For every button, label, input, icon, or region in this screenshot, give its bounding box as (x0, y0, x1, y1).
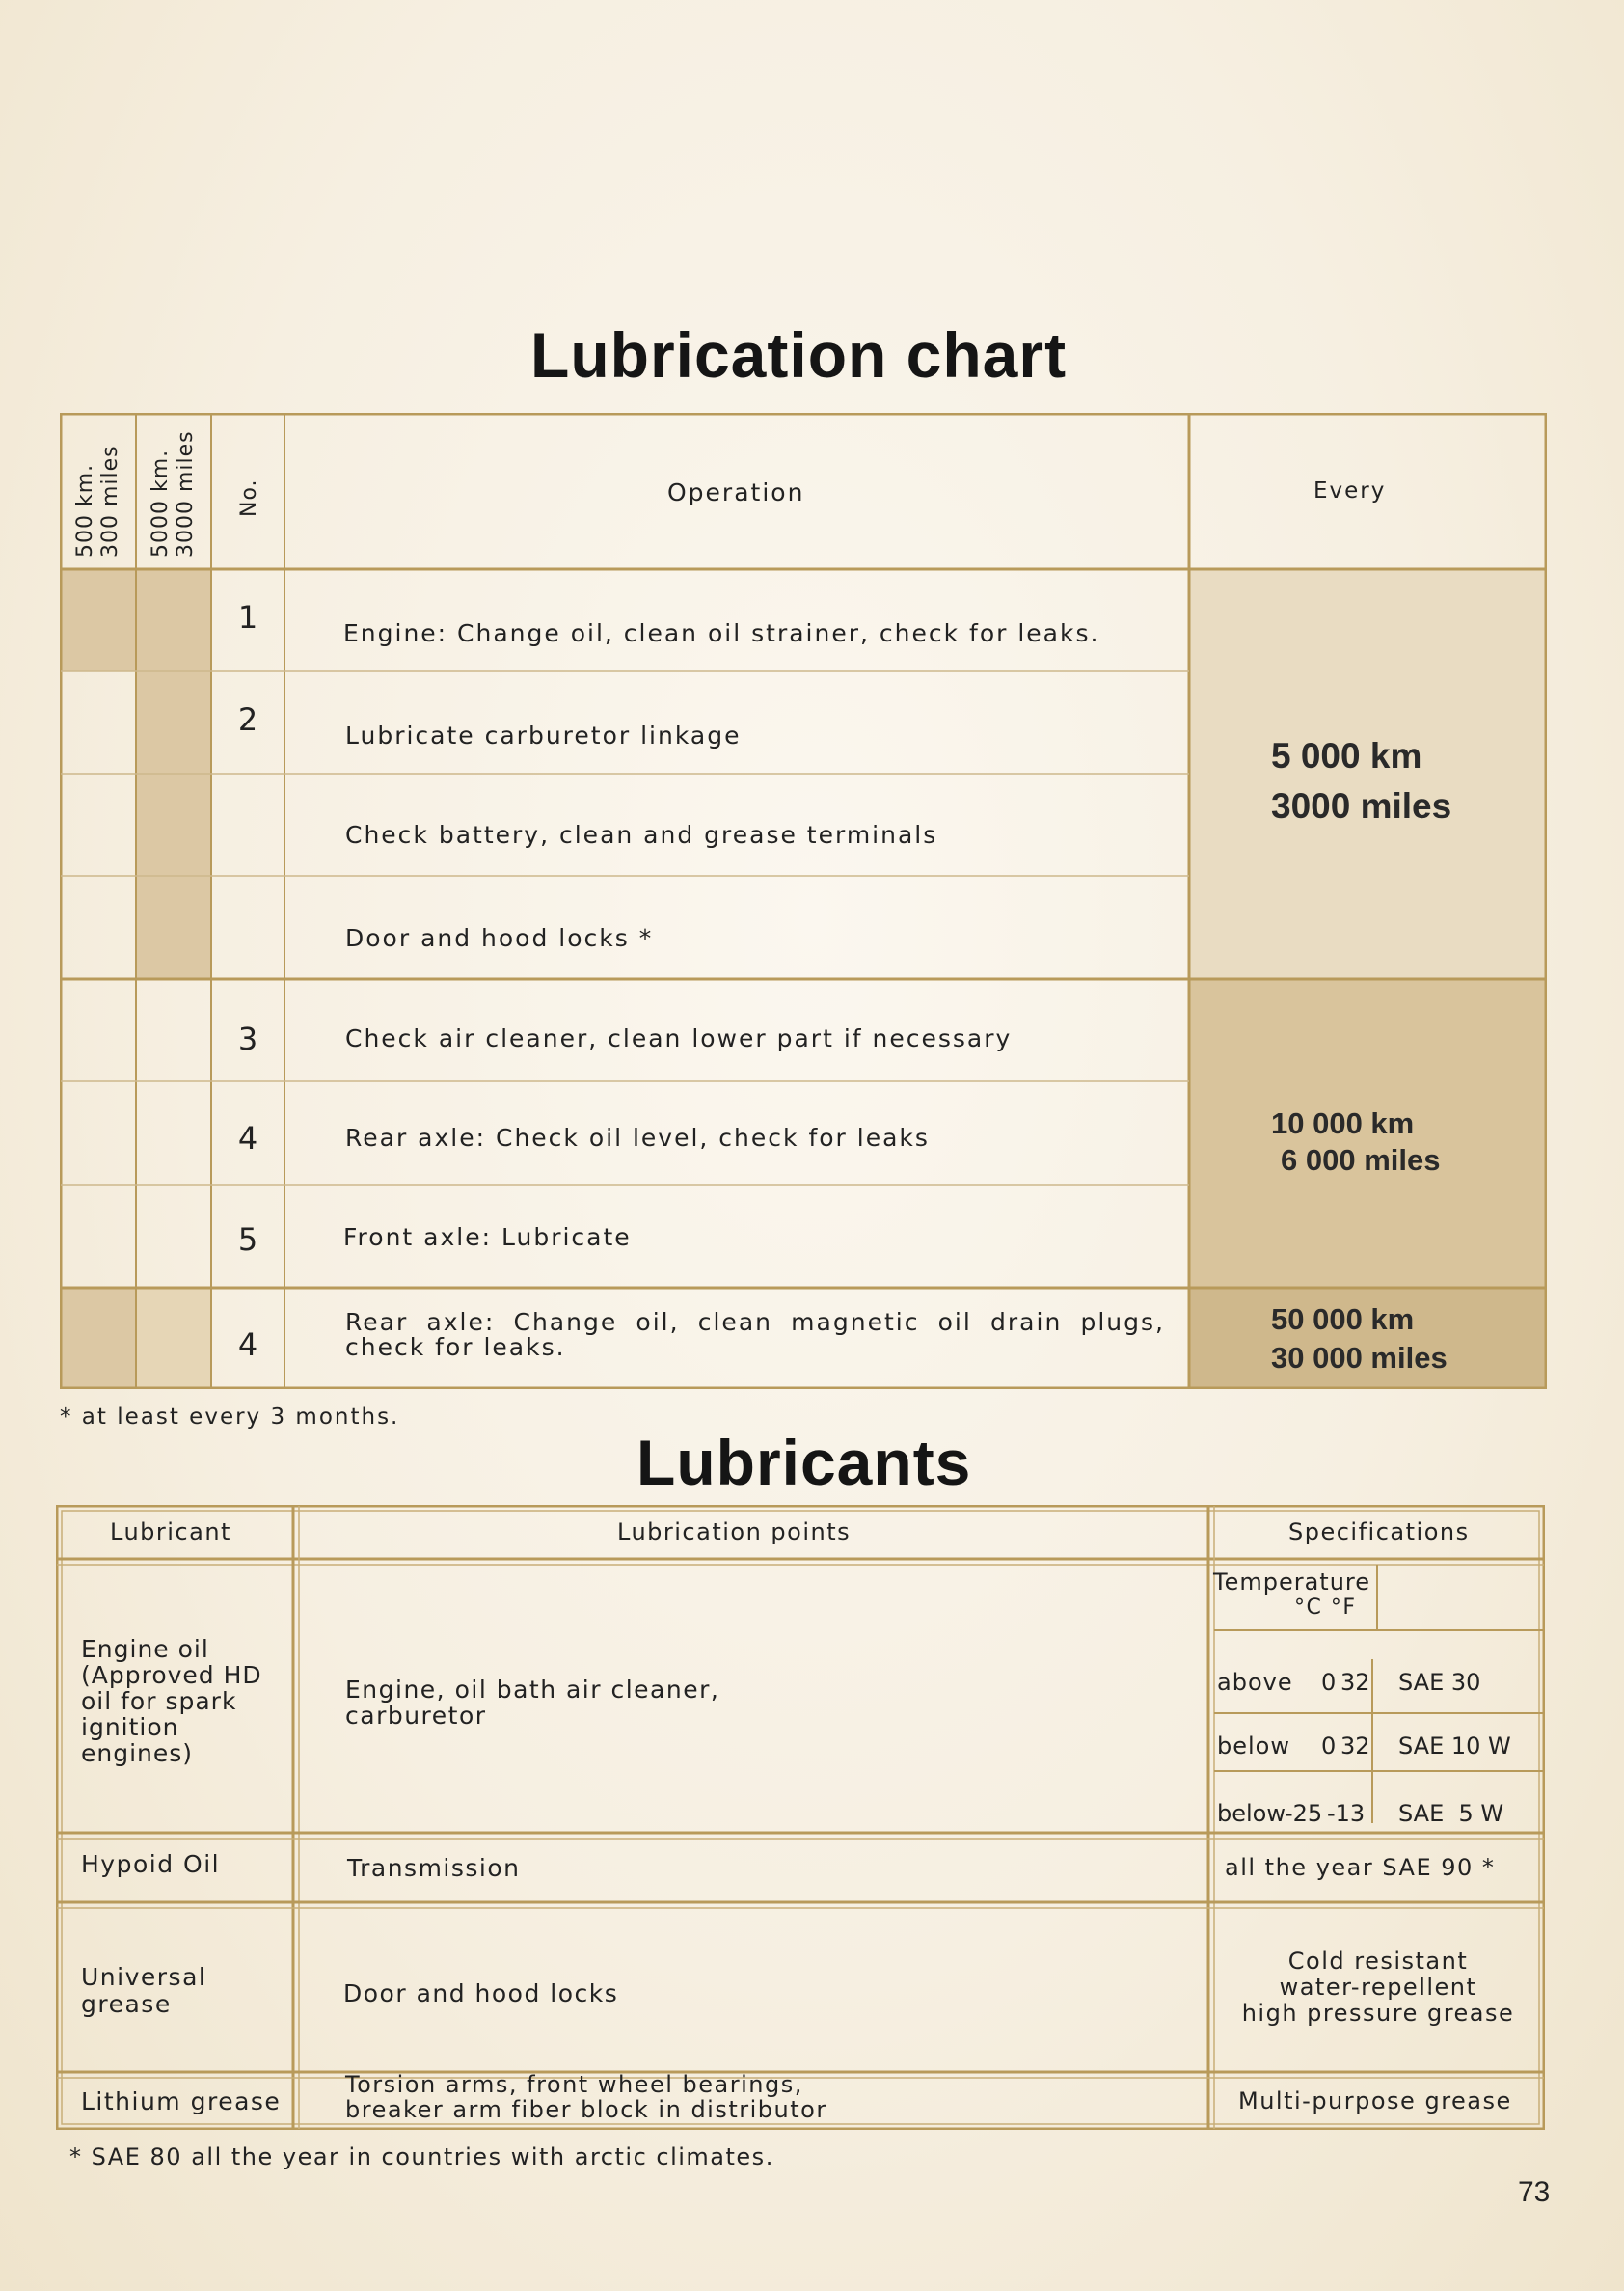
op-text: Rear axle: Check oil level, check for leaks (345, 1124, 930, 1152)
interval-miles: 3000 miles (1271, 786, 1452, 826)
op-number: 4 (237, 1326, 258, 1363)
op-number: 3 (237, 1021, 258, 1057)
spec-celsius: -25 (1285, 1800, 1323, 1827)
header-500km-line2: 300 miles (98, 445, 122, 558)
spec-condition: above (1217, 1669, 1293, 1696)
lithium-points-line: breaker arm fiber block in distributor (345, 2096, 827, 2123)
lubricants-footnote: * SAE 80 all the year in countries with arctic climates. (69, 2143, 774, 2170)
op-text: Engine: Change oil, clean oil strainer, check for leaks. (343, 619, 1100, 647)
op-number: 1 (237, 599, 258, 636)
interval-miles: 30 000 miles (1271, 1341, 1448, 1375)
op-text: Rear axle: Change oil, clean magnetic oil drain plugs, check for leaks. (345, 1308, 1165, 1361)
universal-spec-line: high pressure grease (1241, 2000, 1515, 2027)
lithium-points-line: Torsion arms, front wheel bearings, (345, 2071, 803, 2098)
page-number: 73 (1518, 2176, 1551, 2208)
universal-spec (1214, 1949, 1542, 2027)
header-every: Every (1313, 478, 1387, 504)
engine-oil-name: Engine oil (Approved HD oil for spark ignition engines) (81, 1635, 262, 1767)
op-text: Front axle: Lubricate (343, 1223, 632, 1251)
header-no: No. (237, 478, 261, 517)
lubrication-chart-table (60, 413, 1547, 1389)
interval-km: 10 000 km (1271, 1106, 1415, 1140)
op-text: Check air cleaner, clean lower part if necessary (345, 1024, 1013, 1052)
temperature-units: °C °F (1294, 1596, 1357, 1620)
lithium-spec: Multi-purpose grease (1238, 2087, 1512, 2114)
lubricants-title: Lubricants (636, 1427, 972, 1498)
spec-celsius: 0 (1321, 1732, 1337, 1759)
header-5000km-line2: 3000 miles (174, 430, 198, 558)
interval-miles: 6 000 miles (1281, 1143, 1441, 1177)
header-operation: Operation (667, 478, 805, 506)
lithium-points (345, 2072, 827, 2122)
chart-title: Lubrication chart (530, 319, 1068, 391)
spec-fahrenheit: -13 (1327, 1800, 1366, 1827)
interval-10000 (1271, 1105, 1440, 1179)
engine-oil-points: Engine, oil bath air cleaner, carburetor (345, 1676, 720, 1730)
header-500km-line1: 500 km. (73, 463, 97, 558)
spec-sae: SAE 10 W (1398, 1732, 1511, 1759)
spec-fahrenheit: 32 (1340, 1669, 1370, 1696)
spec-condition: below (1217, 1732, 1290, 1759)
op-number: 5 (237, 1221, 258, 1258)
hypoid-spec: all the year SAE 90 * (1225, 1854, 1496, 1881)
header-lubricant: Lubricant (110, 1518, 231, 1545)
lubricants-table (56, 1505, 1545, 2130)
hypoid-points: Transmission (347, 1854, 521, 1882)
universal-name: Universal grease (81, 1963, 207, 2018)
op-text: Check battery, clean and grease terminals (345, 821, 938, 849)
op-number: 2 (237, 701, 258, 738)
op-text: Door and hood locks * (345, 924, 654, 952)
header-5000km (149, 430, 199, 558)
universal-spec-line: Cold resistant (1287, 1948, 1469, 1975)
spec-condition: below (1217, 1800, 1286, 1827)
interval-5000 (1271, 731, 1451, 832)
spec-fahrenheit: 32 (1340, 1732, 1370, 1759)
hypoid-name: Hypoid Oil (81, 1850, 221, 1878)
temperature-header: Temperature (1213, 1568, 1371, 1596)
chart-footnote: * at least every 3 months. (60, 1405, 400, 1430)
op-text: Lubricate carburetor linkage (345, 722, 742, 750)
spec-celsius: 0 (1321, 1669, 1337, 1696)
interval-km: 50 000 km (1271, 1302, 1415, 1336)
universal-spec-line: water-repellent (1279, 1974, 1477, 2001)
header-lubrication-points: Lubrication points (617, 1518, 852, 1545)
lithium-name: Lithium grease (81, 2087, 282, 2115)
interval-km: 5 000 km (1271, 736, 1422, 776)
spec-sae: SAE 30 (1398, 1669, 1481, 1696)
op-number: 4 (237, 1120, 258, 1157)
header-5000km-line1: 5000 km. (149, 449, 173, 558)
spec-sae: SAE 5 W (1398, 1800, 1504, 1827)
header-500km (73, 445, 123, 558)
header-specifications: Specifications (1288, 1518, 1470, 1545)
interval-50000 (1271, 1300, 1448, 1377)
universal-points: Door and hood locks (343, 1979, 619, 2007)
